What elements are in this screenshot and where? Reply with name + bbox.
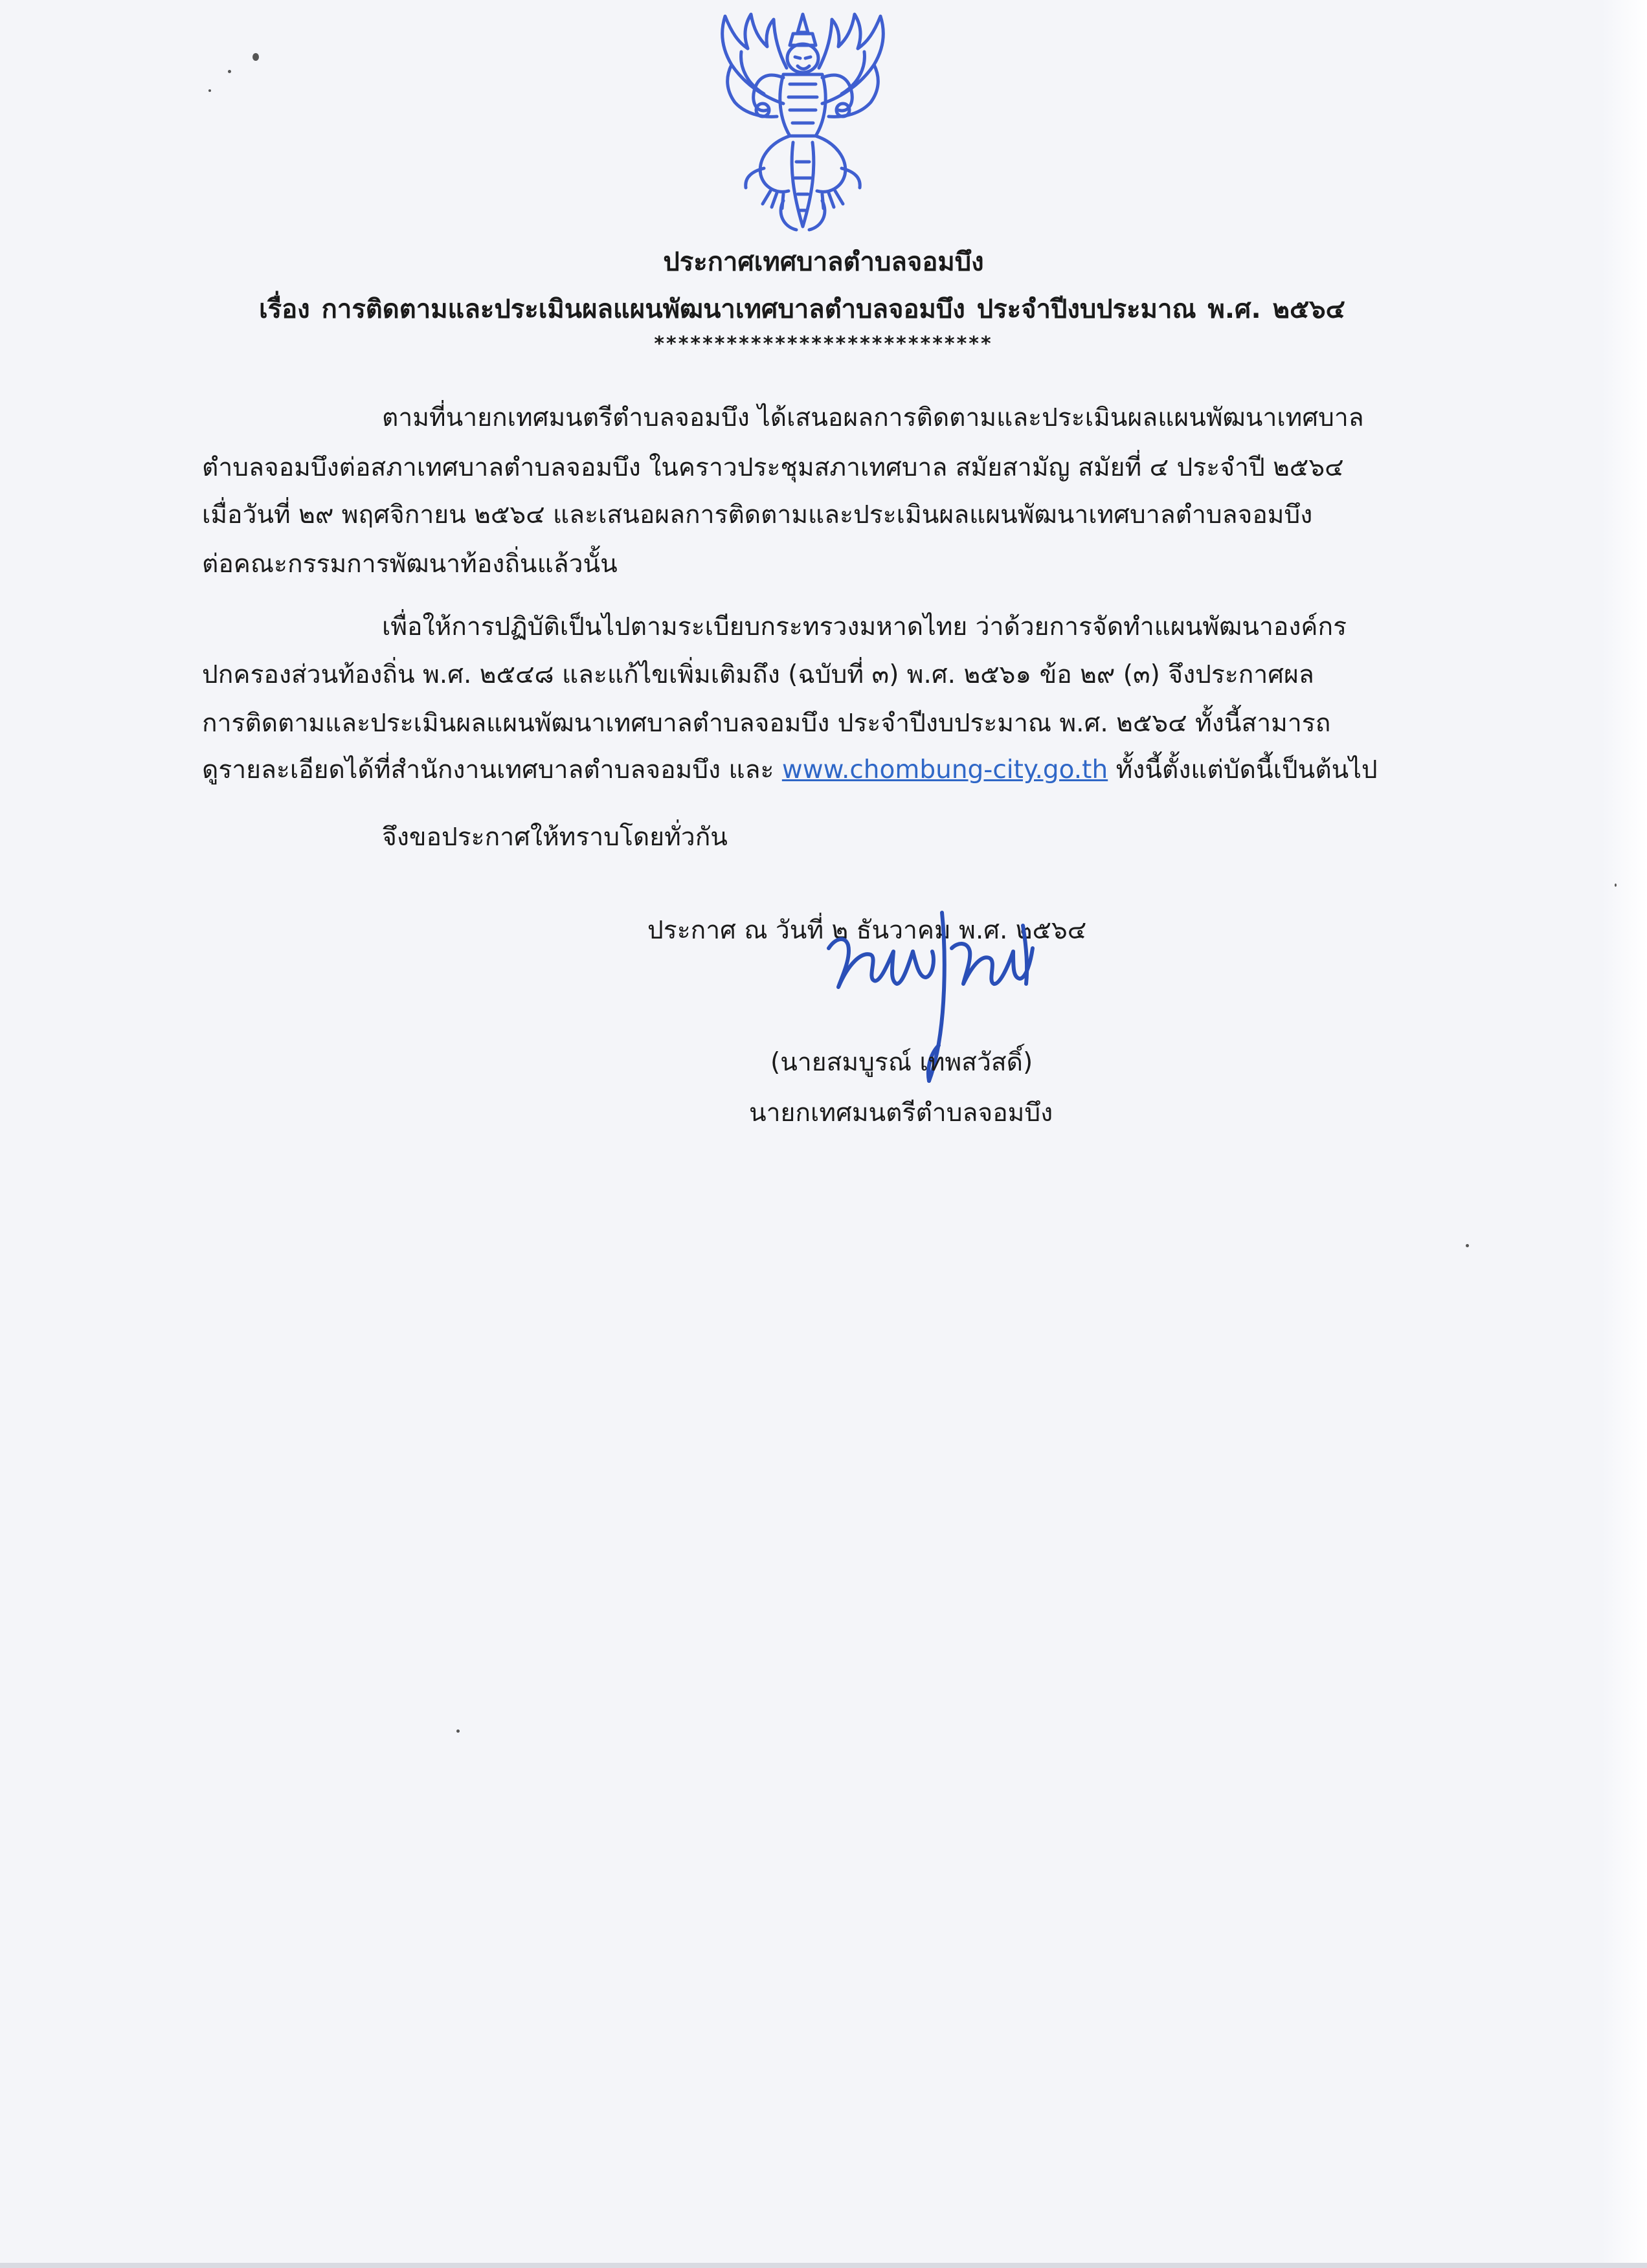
title-separator: **************************** bbox=[654, 333, 993, 355]
signer-name: (นายสมบูรณ์ เทพสวัสดิ์) bbox=[770, 1048, 1033, 1077]
paragraph-2-line-4 bbox=[202, 751, 1378, 790]
scan-speck bbox=[252, 53, 259, 61]
paragraph-2-line-4-end: ทั้งนี้ตั้งแต่บัดนี้เป็นต้นไป bbox=[1108, 755, 1378, 784]
closing-statement: จึงขอประกาศให้ทราบโดยทั่วกัน bbox=[382, 823, 728, 852]
paragraph-1-line-1: ตามที่นายกเทศมนตรีตำบลจอมบึง ได้เสนอผลการติดตามและประเมินผลแผนพัฒนาเทศบาล bbox=[382, 403, 1364, 432]
announcement-subject: เรื่อง การติดตามและประเมินผลแผนพัฒนาเทศบาลตำบลจอมบึง ประจำปีงบประมาณ พ.ศ. ๒๕๖๔ bbox=[259, 295, 1345, 324]
paragraph-2-line-3: การติดตามและประเมินผลแผนพัฒนาเทศบาลตำบลจอมบึง ประจำปีงบประมาณ พ.ศ. ๒๕๖๔ ทั้งนี้สามารถ bbox=[202, 709, 1331, 738]
scan-speck bbox=[208, 89, 211, 92]
signer-position: นายกเทศมนตรีตำบลจอมบึง bbox=[749, 1098, 1053, 1128]
paragraph-2-line-2: ปกครองส่วนท้องถิ่น พ.ศ. ๒๕๔๘ และแก้ไขเพิ่มเติมถึง (ฉบับที่ ๓) พ.ศ. ๒๕๖๑ ข้อ ๒๙ (๓) จึงประกาศผล bbox=[202, 660, 1314, 689]
paragraph-1-line-4: ต่อคณะกรรมการพัฒนาท้องถิ่นแล้วนั้น bbox=[202, 550, 618, 579]
website-link[interactable]: www.chombung-city.go.th bbox=[781, 755, 1108, 784]
scan-speck bbox=[1466, 1244, 1469, 1247]
paragraph-1-line-3: เมื่อวันที่ ๒๙ พฤศจิกายน ๒๕๖๔ และเสนอผลการติดตามและประเมินผลแผนพัฒนาเทศบาลตำบลจอมบึง bbox=[202, 500, 1313, 529]
announcement-date: ประกาศ ณ วันที่ ๒ ธันวาคม พ.ศ. ๒๕๖๔ bbox=[647, 916, 1087, 945]
paragraph-2-line-1: เพื่อให้การปฏิบัติเป็นไปตามระเบียบกระทรวงมหาดไทย ว่าด้วยการจัดทำแผนพัฒนาองค์กร bbox=[382, 612, 1347, 641]
announcement-title: ประกาศเทศบาลตำบลจอมบึง bbox=[663, 247, 984, 277]
paragraph-1-line-2: ตำบลจอมบึงต่อสภาเทศบาลตำบลจอมบึง ในคราวประชุมสภาเทศบาล สมัยสามัญ สมัยที่ ๔ ประจำปี ๒๕๖๔ bbox=[202, 453, 1344, 482]
scan-speck bbox=[456, 1729, 460, 1733]
garuda-emblem-icon bbox=[686, 6, 919, 239]
scan-speck bbox=[1615, 884, 1617, 887]
scan-speck bbox=[228, 70, 231, 73]
page-bottom-edge bbox=[0, 2263, 1647, 2268]
paragraph-2-line-4-text: ดูรายละเอียดได้ที่สำนักงานเทศบาลตำบลจอมบึง และ bbox=[202, 755, 782, 784]
